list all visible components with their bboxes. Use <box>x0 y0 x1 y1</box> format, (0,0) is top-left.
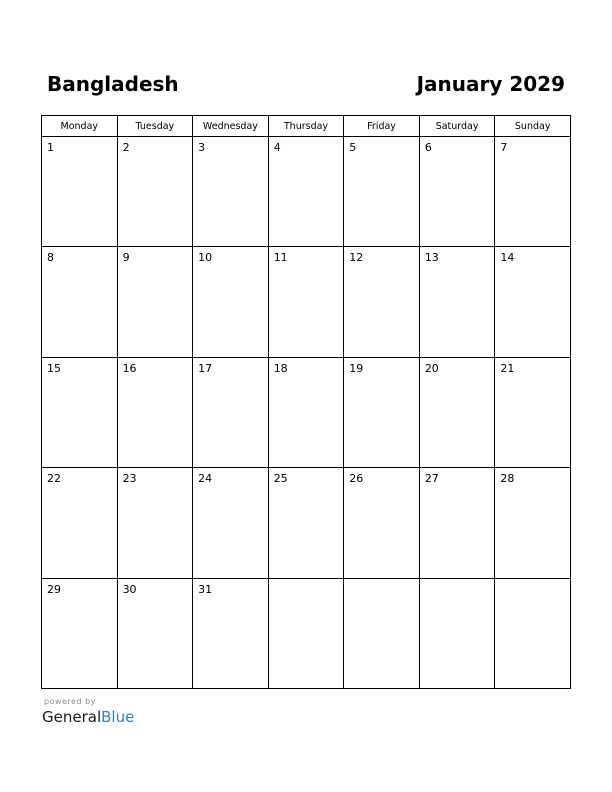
day-number: 9 <box>122 251 130 265</box>
powered-by-label: powered by <box>44 697 96 706</box>
calendar-header <box>47 70 565 100</box>
day-number: 27 <box>424 472 439 486</box>
day-number: 14 <box>500 251 515 265</box>
day-cell <box>495 247 571 357</box>
day-cell <box>268 137 344 247</box>
day-cell <box>268 578 344 688</box>
day-cell <box>193 137 269 247</box>
day-cell <box>117 357 193 467</box>
day-cell <box>344 357 420 467</box>
country-title: Bangladesh <box>47 72 179 96</box>
day-cell <box>193 357 269 467</box>
day-cell <box>42 578 118 688</box>
weekday-monday: Monday <box>42 116 118 137</box>
day-cell <box>268 247 344 357</box>
day-number: 26 <box>349 472 364 486</box>
day-number: 13 <box>424 251 439 265</box>
day-cell <box>117 247 193 357</box>
brand-footer <box>42 697 134 726</box>
week-row-3 <box>42 357 571 467</box>
day-cell <box>42 468 118 578</box>
day-cell <box>344 468 420 578</box>
day-cell <box>268 468 344 578</box>
day-cell <box>117 468 193 578</box>
day-number: 21 <box>500 361 515 375</box>
week-row-4 <box>42 468 571 578</box>
day-cell <box>344 578 420 688</box>
day-cell <box>42 137 118 247</box>
day-number: 2 <box>122 141 130 154</box>
month-year-title: January 2029 <box>416 72 565 96</box>
weekday-wednesday: Wednesday <box>193 116 269 137</box>
day-number: 4 <box>273 141 281 154</box>
day-cell <box>495 578 571 688</box>
day-cell <box>419 137 495 247</box>
day-number: 28 <box>500 472 515 486</box>
weekday-friday: Friday <box>344 116 420 137</box>
logo-text-blue: Blue <box>101 708 135 726</box>
day-cell <box>42 357 118 467</box>
day-cell <box>117 578 193 688</box>
generalblue-logo <box>42 708 134 726</box>
weekday-saturday: Saturday <box>419 116 495 137</box>
day-number: 8 <box>47 251 54 265</box>
day-number <box>269 579 344 584</box>
day-number: 6 <box>424 141 432 154</box>
day-number: 5 <box>349 141 357 154</box>
day-number <box>420 579 495 584</box>
day-cell <box>419 468 495 578</box>
logo-text-general: General <box>42 708 102 726</box>
day-number <box>344 579 419 584</box>
day-cell <box>193 468 269 578</box>
day-number: 24 <box>198 472 213 486</box>
day-cell <box>344 137 420 247</box>
day-number: 7 <box>500 141 508 154</box>
weekday-header-row <box>42 116 571 137</box>
day-number: 3 <box>198 141 206 154</box>
day-number: 10 <box>198 251 213 265</box>
day-number: 18 <box>273 361 288 375</box>
weekday-sunday: Sunday <box>495 116 571 137</box>
day-cell <box>117 137 193 247</box>
day-number: 19 <box>349 361 364 375</box>
day-cell <box>42 247 118 357</box>
day-number: 29 <box>47 582 61 596</box>
day-cell <box>344 247 420 357</box>
day-number: 23 <box>122 472 137 486</box>
week-row-2 <box>42 247 571 357</box>
day-cell <box>193 578 269 688</box>
day-cell <box>419 578 495 688</box>
day-number <box>495 579 570 584</box>
day-number: 22 <box>47 472 61 486</box>
week-row-1 <box>42 137 571 247</box>
day-number: 30 <box>122 582 137 596</box>
weekday-tuesday: Tuesday <box>117 116 193 137</box>
day-number: 15 <box>47 361 61 375</box>
day-cell <box>495 468 571 578</box>
day-cell <box>268 357 344 467</box>
day-cell <box>495 357 571 467</box>
week-row-5 <box>42 578 571 688</box>
day-number: 16 <box>122 361 137 375</box>
day-number: 17 <box>198 361 213 375</box>
day-cell <box>495 137 571 247</box>
weekday-thursday: Thursday <box>268 116 344 137</box>
day-cell <box>193 247 269 357</box>
day-cell <box>419 247 495 357</box>
day-number: 25 <box>273 472 288 486</box>
day-number: 31 <box>198 582 213 596</box>
day-number: 12 <box>349 251 364 265</box>
day-number: 1 <box>47 141 54 154</box>
day-number: 11 <box>273 251 288 265</box>
day-cell <box>419 357 495 467</box>
day-number: 20 <box>424 361 439 375</box>
calendar-grid <box>41 115 571 689</box>
